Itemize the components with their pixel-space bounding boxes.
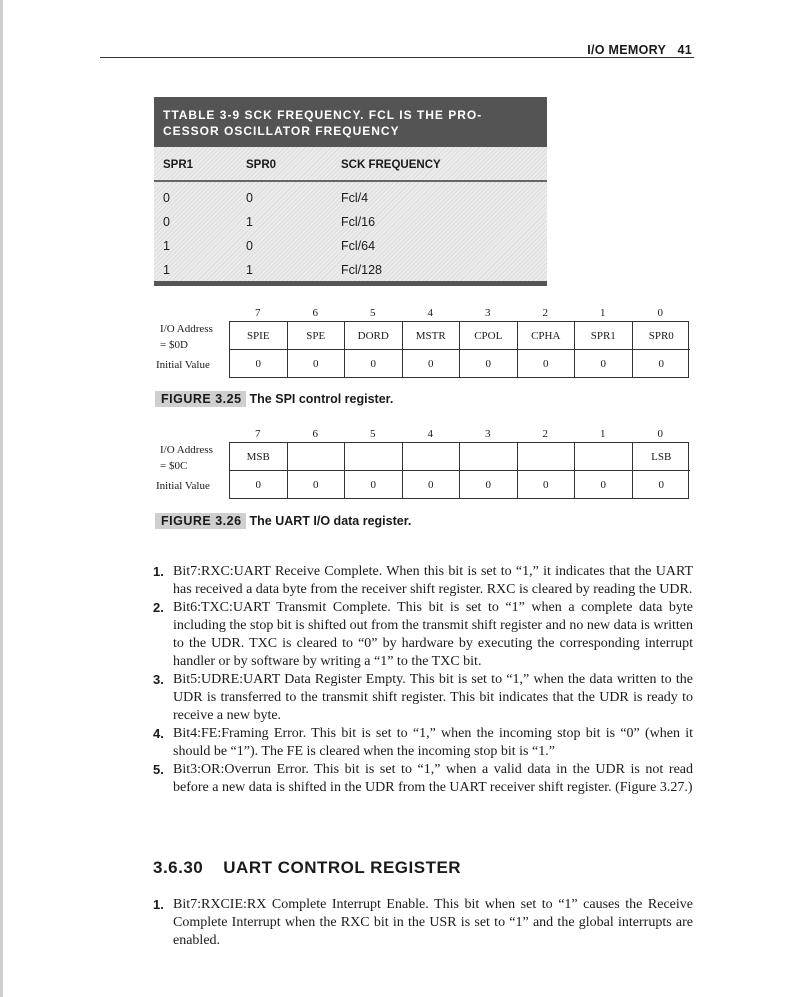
initial-value-label: Initial Value <box>156 359 210 371</box>
table-title <box>154 97 547 147</box>
register-bit-cell: SPIE <box>230 322 288 350</box>
table-cell: 0 <box>163 215 170 229</box>
column-header-spr0: SPR0 <box>246 159 277 171</box>
table-body <box>154 147 547 286</box>
table-cell: 1 <box>163 263 170 277</box>
bit-number: 6 <box>312 428 318 440</box>
bit-number: 3 <box>485 307 491 319</box>
initial-value-cell: 0 <box>288 471 346 499</box>
initial-value-cell: 0 <box>658 479 664 491</box>
list-item-number: 3. <box>153 672 164 687</box>
register-grid <box>229 442 689 499</box>
table-cell: 0 <box>246 239 253 253</box>
initial-value-cell: 0 <box>575 471 633 499</box>
table-cell: Fcl/64 <box>341 239 376 253</box>
page-edge <box>0 0 3 997</box>
table-title-line-2: CESSOR OSCILLATOR FREQUENCY <box>163 124 400 138</box>
list-item-text: Bit7:RXCIE:RX Complete Interrupt Enable. This bit when set to “1” causes the Receive Complete Interrupt when the RXC bit in the USR is set to “1” and the global interrupts are enabled. <box>173 897 693 948</box>
io-address-label <box>160 442 213 474</box>
bit-number: 5 <box>370 428 376 440</box>
initial-value-cell: 0 <box>288 350 346 378</box>
list-item-text: Bit6:TXC:UART Transmit Complete. This bit is set to “1” when a complete data byte including the stop bit is shifted out from the transmit shift register and no new data is written to the UDR. TXC is cleared to “0” by hardware by executing the corresponding interrupt handler or by software by writing a “1” to the TXC bit. <box>173 600 693 669</box>
initial-value-cell: 0 <box>575 350 633 378</box>
register-bit-cell <box>575 443 633 471</box>
io-address-label-line-1: I/O Address <box>160 444 213 456</box>
register-bit-cell: CPHA <box>518 322 576 350</box>
io-address-label-line-2: = $0D <box>160 339 188 351</box>
list-item-text: Bit4:FE:Framing Error. This bit is set to “1,” when the incoming stop bit is “0” (when it should be “1”). The FE is cleared when the incoming stop bit is “1.” <box>173 726 693 759</box>
figure-caption <box>155 514 411 528</box>
bit-number: 4 <box>427 428 433 440</box>
initial-value-cell: 0 <box>518 350 576 378</box>
io-address-label-line-1: I/O Address <box>160 323 213 335</box>
register-bit-cell <box>288 443 346 471</box>
bit-number: 1 <box>600 428 606 440</box>
initial-value-cell: 0 <box>403 471 461 499</box>
initial-value-cell: 0 <box>460 471 518 499</box>
table-cell: 0 <box>246 191 253 205</box>
uart-control-bit-list <box>153 896 693 950</box>
figure-caption <box>155 392 393 406</box>
io-address-label-line-2: = $0C <box>160 460 188 472</box>
running-header <box>100 43 694 58</box>
figure-caption-text: The UART I/O data register. <box>249 514 412 528</box>
table-cell: 0 <box>163 191 170 205</box>
initial-value-cell: 0 <box>658 358 664 370</box>
list-item <box>153 563 693 599</box>
list-item-text: Bit7:RXC:UART Receive Complete. When this bit is set to “1,” it indicates that the UART has received a data byte from the receiver shift register. RXC is cleared by reading the UDR. <box>173 564 693 597</box>
register-bit-cell: SPR0 <box>633 322 691 350</box>
list-item-number: 1. <box>153 897 164 912</box>
initial-value-cell: 0 <box>345 350 403 378</box>
column-header-spr1: SPR1 <box>163 159 194 171</box>
bit-number: 7 <box>255 307 261 319</box>
list-item <box>153 896 693 950</box>
bit-number: 2 <box>542 307 548 319</box>
uart-status-bit-list <box>153 563 693 797</box>
section-heading <box>153 858 461 878</box>
register-bit-cell <box>518 443 576 471</box>
column-header-sck-frequency: SCK FREQUENCY <box>341 159 441 171</box>
list-item-number: 2. <box>153 600 164 615</box>
bit-numbers <box>229 428 689 442</box>
initial-value-cell: 0 <box>460 350 518 378</box>
register-bit-cell <box>460 443 518 471</box>
spi-control-register-figure <box>154 307 694 379</box>
bit-number: 2 <box>542 428 548 440</box>
section-number: 3.6.30 <box>153 858 204 877</box>
initial-value-cell: 0 <box>518 471 576 499</box>
bit-numbers <box>229 307 689 321</box>
register-bit-cell: SPE <box>288 322 346 350</box>
table-cell: Fcl/16 <box>341 215 376 229</box>
initial-value-cell: 0 <box>230 350 288 378</box>
list-item-text: Bit3:OR:Overrun Error. This bit is set to “1,” when a valid data in the UDR is not read before a new data is shifted in the UDR from the UART receiver shift register. (Figure 3.27.) <box>173 762 693 795</box>
register-bit-cell: MSB <box>230 443 288 471</box>
section-title: UART CONTROL REGISTER <box>223 858 462 877</box>
register-bit-cell <box>345 443 403 471</box>
table-title-line-1: TTABLE 3-9 SCK FREQUENCY. FCL IS THE PRO- <box>163 108 483 122</box>
figure-tag: FIGURE 3.26 <box>155 513 246 529</box>
bit-number: 0 <box>657 307 663 319</box>
bit-number: 1 <box>600 307 606 319</box>
running-title: I/O MEMORY <box>587 43 667 57</box>
bit-number: 4 <box>427 307 433 319</box>
register-grid <box>229 321 689 378</box>
uart-data-register-figure <box>154 428 694 500</box>
table-header-row <box>154 147 547 182</box>
bit-number: 3 <box>485 428 491 440</box>
bit-number: 6 <box>312 307 318 319</box>
list-item-number: 1. <box>153 564 164 579</box>
figure-tag: FIGURE 3.25 <box>155 391 246 407</box>
page-number: 41 <box>677 43 692 57</box>
initial-value-label: Initial Value <box>156 480 210 492</box>
list-item <box>153 599 693 671</box>
running-header-text <box>587 43 692 57</box>
table-cell: Fcl/128 <box>341 263 382 277</box>
bit-number: 5 <box>370 307 376 319</box>
register-bit-cell: MSTR <box>403 322 461 350</box>
table-cell: 1 <box>246 215 253 229</box>
list-item <box>153 761 693 797</box>
register-bit-cell: DORD <box>345 322 403 350</box>
table-cell: Fcl/4 <box>341 191 369 205</box>
io-address-label <box>160 321 213 353</box>
bit-number: 7 <box>255 428 261 440</box>
register-bit-cell: SPR1 <box>575 322 633 350</box>
table-cell: 1 <box>246 263 253 277</box>
list-item <box>153 725 693 761</box>
table-3-9 <box>154 97 547 286</box>
list-item-text: Bit5:UDRE:UART Data Register Empty. This bit is set to “1,” when the data written to the UDR is transferred to the transmit shift register. This bit indicates that the UDR is ready to receive a new byte. <box>173 672 693 723</box>
list-item-number: 5. <box>153 762 164 777</box>
list-item-number: 4. <box>153 726 164 741</box>
bit-number: 0 <box>657 428 663 440</box>
table-cell: 1 <box>163 239 170 253</box>
figure-caption-text: The SPI control register. <box>249 392 394 406</box>
initial-value-cell: 0 <box>345 471 403 499</box>
register-bit-cell: LSB <box>633 443 691 471</box>
list-item <box>153 671 693 725</box>
register-bit-cell <box>403 443 461 471</box>
initial-value-cell: 0 <box>403 350 461 378</box>
initial-value-cell: 0 <box>230 471 288 499</box>
register-bit-cell: CPOL <box>460 322 518 350</box>
